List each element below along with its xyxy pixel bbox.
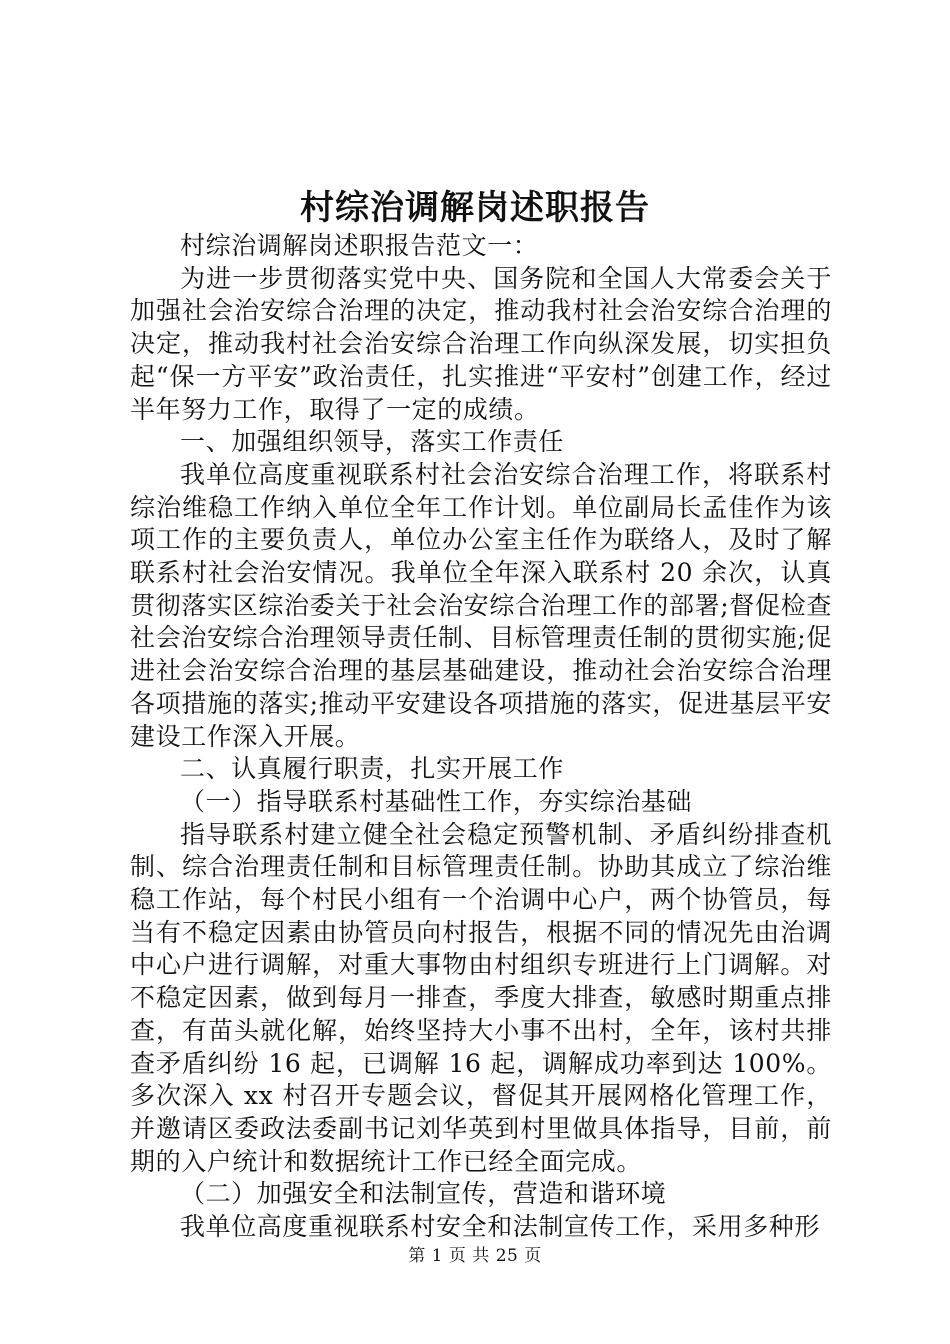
- paragraph-subsection-2: 我单位高度重视联系村安全和法制宣传工作，采用多种形: [180, 1212, 821, 1242]
- subsection-heading-2: （二）加强安全和法制宣传，营造和谐环境: [180, 1179, 667, 1209]
- paragraph-section-1: 我单位高度重视联系村社会治安综合治理工作，将联系村综治维稳工作纳入单位全年工作计划。单位副局长孟佳作为该项工作的主要负责人，单位办公室主任作为联络人，及时了解联系村社会治安情况。我单位全年深入联系村 20 余次，认真贯彻落实区综治委关于社会治安综合治理工作的部署;督促检查社会治安综合治理领导责任制、目标管理责任制的贯彻实施;促进社会治安综合治理的基层基础建设，推动社会治安综合治理各项措施的落实;推动平安建设各项措施的落实，促进基层平安建设工作深入开展。: [130, 459, 832, 751]
- paragraph-subsection-1: 指导联系村建立健全社会稳定预警机制、矛盾纠纷排查机制、综合治理责任制和目标管理责任制。协助其成立了综治维稳工作站，每个村民小组有一个治调中心户，两个协管员，每当有不稳定因素由协管员向村报告，根据不同的情况先由治调中心户进行调解，对重大事物由村组织专班进行上门调解。对不稳定因素，做到每月一排查，季度大排查，敏感时期重点排查，有苗头就化解，始终坚持大小事不出村，全年，该村共排查矛盾纠纷 16 起，已调解 16 起，调解成功率到达 100%。多次深入 xx 村召开专题会议，督促其开展网格化管理工作，并邀请区委政法委副书记刘华英到村里做具体指导，目前，前期的入户统计和数据统计工作已经全面完成。: [130, 819, 832, 1176]
- document-title: 村综治调解岗述职报告: [300, 188, 650, 228]
- paragraph-preamble: 为进一步贯彻落实党中央、国务院和全国人大常委会关于加强社会治安综合治理的决定，推动我村社会治安综合治理的决定，推动我村社会治安综合治理工作向纵深发展，切实担负起“保一方平安”政治责任，扎实推进“平安村”创建工作，经过半年努力工作，取得了一定的成绩。: [130, 263, 832, 424]
- page-footer: 第 1 页 共 25 页: [408, 1246, 542, 1266]
- section-heading-1: 一、加强组织领导，落实工作责任: [180, 427, 565, 457]
- section-heading-2: 二、认真履行职责，扎实开展工作: [180, 754, 565, 784]
- paragraph-intro: 村综治调解岗述职报告范文一：: [180, 231, 539, 260]
- subsection-heading-1: （一）指导联系村基础性工作，夯实综治基础: [180, 786, 693, 816]
- document-body: [130, 230, 832, 1244]
